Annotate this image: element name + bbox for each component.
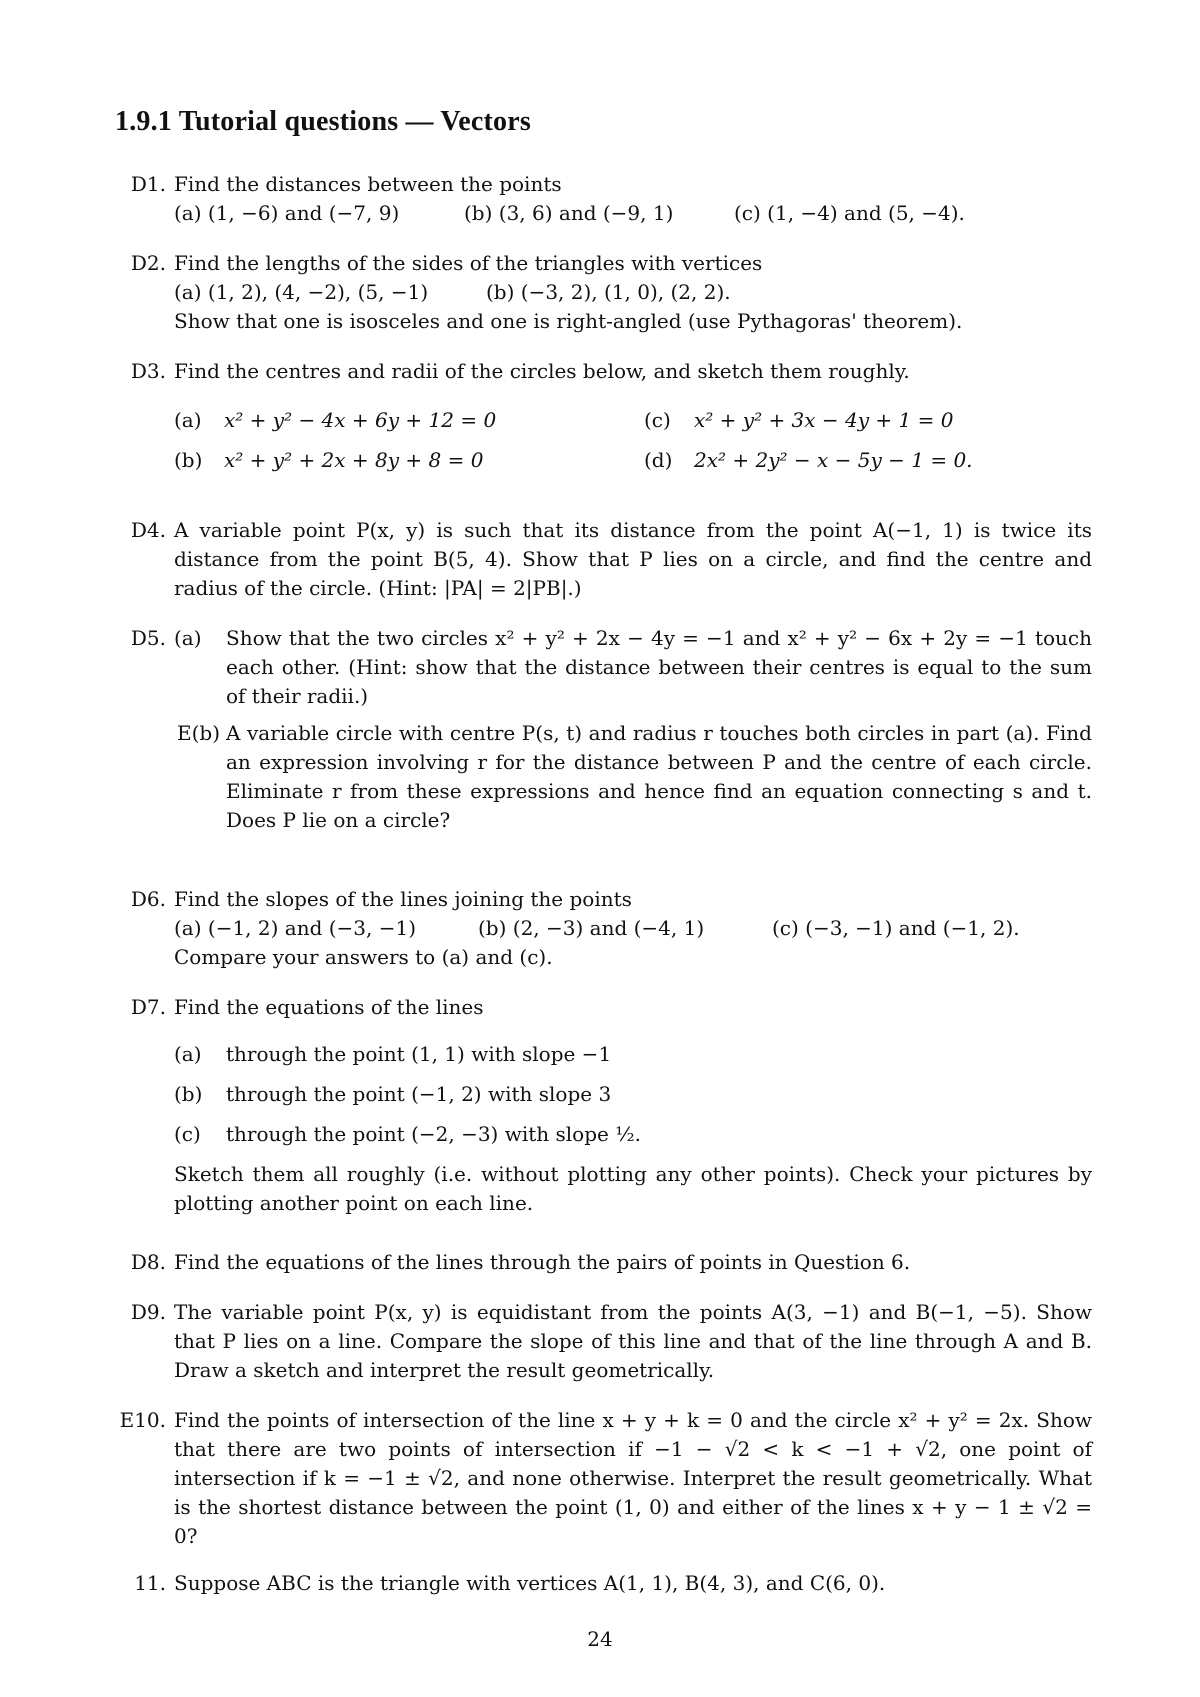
question-text: Suppose ABC is the triangle with vertices A(1, 1), B(4, 3), and C(6, 0).	[174, 1571, 886, 1595]
part-c: (c) (−3, −1) and (−1, 2).	[772, 916, 1020, 940]
question-number: D1.	[130, 172, 166, 196]
question-number: D6.	[130, 887, 166, 911]
equation-label: (d)	[644, 448, 673, 472]
question-text: Find the centres and radii of the circles below, and sketch them roughly.	[174, 359, 910, 383]
equation-a	[174, 406, 644, 435]
question-text: A variable point P(x, y) is such that its distance from the point A(−1, 1) is twice its distance from the point B(5, 4). Show that P lies on a circle, and find the centre and radius of the circle. (Hint: |PA| = 2|PB|.)	[174, 518, 1092, 600]
question-number: D4.	[130, 518, 166, 542]
question-note: Sketch them all roughly (i.e. without plotting any other points). Check your pictures by plotting another point on each line.	[174, 1162, 1092, 1215]
question-text: The variable point P(x, y) is equidistant from the points A(3, −1) and B(−1, −5). Show that P lies on a line. Compare the slope of this line and that of the line through A and B. Draw a sketch and interpret the result geometrically.	[174, 1300, 1092, 1382]
part-a: (a) (−1, 2) and (−3, −1)	[174, 916, 417, 940]
item-text: through the point (−1, 2) with slope 3	[226, 1082, 612, 1106]
equation-text: 2x² + 2y² − x − 5y − 1 = 0.	[694, 448, 973, 472]
equation-c	[644, 406, 1074, 435]
question-note: Compare your answers to (a) and (c).	[174, 945, 553, 969]
part-a: (a) (1, 2), (4, −2), (5, −1)	[174, 280, 429, 304]
equation-text: x² + y² + 3x − 4y + 1 = 0	[694, 408, 954, 432]
item-label: (a)	[174, 1042, 202, 1066]
equation-d	[644, 446, 1074, 475]
item-label: (c)	[174, 1122, 201, 1146]
question-text: Find the distances between the points	[174, 172, 562, 196]
section-title: 1.9.1 Tutorial questions — Vectors	[115, 106, 531, 137]
equation-label: (c)	[644, 408, 671, 432]
question-text: Find the equations of the lines through the pairs of points in Question 6.	[174, 1250, 911, 1274]
part-c: (c) (1, −4) and (5, −4).	[734, 201, 965, 225]
item-text: through the point (1, 1) with slope −1	[226, 1042, 612, 1066]
part-b: (b) (−3, 2), (1, 0), (2, 2).	[486, 280, 731, 304]
question-number: D9.	[130, 1300, 166, 1324]
part-b: (b) (2, −3) and (−4, 1)	[478, 916, 705, 940]
equation-b	[174, 446, 644, 475]
question-text: Find the lengths of the sides of the triangles with vertices	[174, 251, 763, 275]
item-label: (b)	[174, 1082, 203, 1106]
part-label: (a)	[174, 626, 202, 650]
question-number: E10.	[119, 1408, 166, 1432]
question-number: D3.	[130, 359, 166, 383]
part-text: Show that the two circles x² + y² + 2x − 4y = −1 and x² + y² − 6x + 2y = −1 touch each other. (Hint: show that the distance between their centres is equal to the sum of their radii.)	[226, 626, 1092, 708]
item-text: through the point (−2, −3) with slope ½.	[226, 1122, 641, 1146]
page-number: 24	[587, 1627, 613, 1651]
question-number: D2.	[130, 251, 166, 275]
question-note: Show that one is isosceles and one is right-angled (use Pythagoras' theorem).	[174, 309, 963, 333]
part-b: (b) (3, 6) and (−9, 1)	[464, 201, 674, 225]
question-number: D5.	[130, 626, 166, 650]
question-number: 11.	[134, 1571, 166, 1595]
question-number: D7.	[130, 995, 166, 1019]
question-number: D8.	[130, 1250, 166, 1274]
equation-text: x² + y² + 2x + 8y + 8 = 0	[224, 448, 484, 472]
equation-label: (b)	[174, 448, 203, 472]
part-label: E(b)	[176, 721, 220, 745]
part-text: A variable circle with centre P(s, t) and radius r touches both circles in part (a). Find an expression involving r for the distance between P and the centre of each circle. Eliminate r from these expressions and hence find an equation connecting s and t. Does P lie on a circle?	[226, 721, 1092, 832]
question-text: Find the equations of the lines	[174, 995, 484, 1019]
part-a: (a) (1, −6) and (−7, 9)	[174, 201, 400, 225]
equation-label: (a)	[174, 408, 202, 432]
question-text: Find the points of intersection of the line x + y + k = 0 and the circle x² + y² = 2x. Show that there are two points of intersection if −1 − √2 < k < −1 + √2, one point of intersection if k = −1 ± √2, and none otherwise. Interpret the result geometrically. What is the shortest distance between the point (1, 0) and either of the lines x + y − 1 ± √2 = 0?	[174, 1408, 1092, 1548]
equation-text: x² + y² − 4x + 6y + 12 = 0	[224, 408, 497, 432]
question-text: Find the slopes of the lines joining the points	[174, 887, 632, 911]
